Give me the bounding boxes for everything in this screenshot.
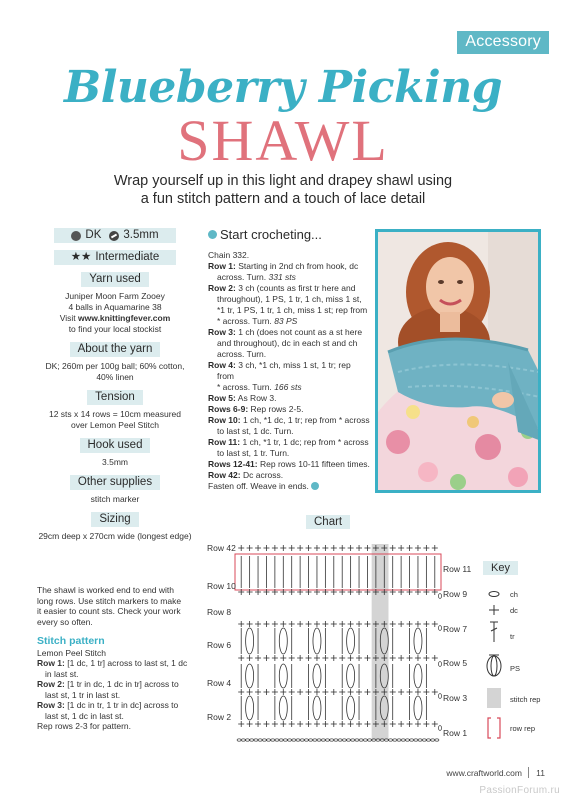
chain-instruction: Chain 332. (208, 250, 250, 260)
chain-mark (300, 739, 304, 741)
stitch-rep-swatch (487, 688, 501, 708)
ps-mark (279, 628, 287, 654)
instruction-row: Row 10: 1 ch, *1 dc, 1 tr; rep from * across to last st, 1 dc. Turn. (208, 415, 370, 436)
tension-section (30, 390, 200, 431)
chart-row-label-left: Row 2 (207, 712, 232, 722)
intro-line: every so often. (37, 616, 93, 627)
chain-symbol-icon (487, 590, 501, 598)
supplies-value: stitch marker (90, 494, 140, 504)
stitch-repeat: Rep rows 2-3 for pattern. (37, 721, 132, 731)
chain-mark (363, 739, 367, 741)
footer-divider (528, 767, 529, 778)
chain-mark (330, 739, 334, 741)
turning-chain-mark (438, 662, 441, 667)
puff-stitch-icon (485, 652, 503, 678)
key-item-label: row rep (510, 724, 536, 733)
hook-title: Hook used (80, 438, 151, 453)
supplies-section (30, 475, 200, 505)
chain-mark (283, 739, 287, 741)
ps-mark (414, 664, 422, 688)
chain-mark (321, 739, 325, 741)
yarn-used-section (30, 272, 200, 335)
instruction-row: Row 1: Starting in 2nd ch from hook, dc across. Turn. 331 sts (208, 261, 359, 282)
turning-chain-mark (438, 726, 441, 731)
tension-line: over Lemon Peel Stitch (71, 420, 159, 430)
chain-mark (397, 739, 401, 741)
stitch-row: Row 3: [1 dc in tr, 1 tr in dc] across to last st, 1 dc in last st. (37, 700, 179, 721)
yarn-hook-summary (54, 228, 176, 243)
stitch-name: Lemon Peel Stitch (37, 647, 106, 658)
chart-row-label-left: Row 8 (207, 607, 232, 617)
hook-section (30, 438, 200, 468)
chain-mark (275, 739, 279, 741)
stitch-row: Row 2: [1 tr in dc, 1 dc in tr] across to last st, 1 tr in last st. (37, 679, 179, 700)
chain-mark (401, 739, 405, 741)
materials-column (30, 228, 200, 542)
chain-mark (342, 739, 346, 741)
about-yarn-line: 40% linen (96, 372, 134, 382)
instruction-list (208, 261, 370, 481)
ps-mark (246, 628, 254, 654)
ps-mark (313, 664, 321, 688)
chain-mark (418, 739, 422, 741)
key-title: Key (483, 561, 518, 575)
chart-row-label-right: Row 9 (443, 589, 468, 599)
instruction-row: Row 4: 3 ch, *1 ch, miss 1 st, 1 tr; rep from * across. Turn. 166 sts (208, 360, 351, 392)
chain-mark (241, 739, 245, 741)
skill-level (54, 250, 176, 265)
intro-line: it easier to count sts. Check your work (37, 606, 181, 616)
key-item-label: ch (510, 590, 518, 599)
chain-mark (288, 739, 292, 741)
chart-title: Chart (306, 515, 350, 529)
ps-mark (313, 696, 321, 720)
chain-mark (317, 739, 321, 741)
title-line-1: Blueberry Picking (64, 62, 502, 113)
chain-mark (351, 739, 355, 741)
chain-mark (250, 739, 254, 741)
instruction-row: Row 42: Dc across. (208, 470, 284, 480)
stitch-chart (207, 540, 443, 755)
hook-size: 3.5mm (123, 229, 159, 241)
ps-mark (313, 628, 321, 654)
model-photo-illustration (378, 232, 541, 493)
yarn-ball-icon (208, 230, 217, 239)
about-yarn-section (30, 342, 200, 383)
chain-mark (246, 739, 250, 741)
hook-icon (109, 231, 119, 241)
stitch-chart-grid (207, 540, 443, 750)
yarn-stockist-line: Visit www.knittingfever.com (59, 313, 171, 323)
chart-row-label-right: Row 3 (443, 693, 468, 703)
skill-stars: ★★ (70, 251, 92, 263)
chart-row-label-left: Row 4 (207, 678, 232, 688)
chain-mark (262, 739, 266, 741)
chart-row-label-left: Row 10 (207, 581, 236, 591)
ps-mark (347, 696, 355, 720)
row-rep-bracket-icon (486, 717, 502, 739)
ps-mark (414, 696, 422, 720)
chain-mark (414, 739, 418, 741)
tension-title: Tension (87, 390, 143, 405)
page-number: 11 (536, 768, 545, 778)
chain-mark (422, 739, 426, 741)
intro-line: long rows. Use stitch markers to make (37, 595, 182, 606)
instruction-row: Row 2: 3 ch (counts as first tr here and throughout), 1 PS, 1 tr, 1 ch, miss 1 st, *1 tr, 1 PS, 1 tr, 1 ch, miss 1 st; rep from * across. Turn. 83 PS (208, 283, 368, 326)
chain-mark (296, 739, 300, 741)
chain-mark (359, 739, 363, 741)
chain-mark (254, 739, 258, 741)
instruction-row: Row 5: As Row 3. (208, 393, 277, 403)
chart-row-label-right: Row 7 (443, 624, 468, 634)
chain-mark (426, 739, 430, 741)
chain-mark (271, 739, 275, 741)
chain-mark (325, 739, 329, 741)
ps-mark (347, 664, 355, 688)
chart-row-label-right: Row 5 (443, 658, 468, 668)
ps-mark (246, 664, 254, 688)
chain-mark (279, 739, 283, 741)
stitch-row: Row 1: [1 dc, 1 tr] across to last st, 1 dc in last st. (37, 658, 188, 679)
model-photo (375, 229, 541, 493)
instruction-row: Row 11: 1 ch, *1 tr, 1 dc; rep from * across to last st, 1 tr. Turn. (208, 437, 369, 458)
watermark: PassionForum.ru (479, 785, 560, 796)
subtitle-line-1: Wrap yourself up in this light and drapey shawl using (113, 173, 453, 189)
subtitle (90, 172, 476, 208)
end-ball-icon (311, 482, 319, 490)
category-tag: Accessory (457, 31, 549, 54)
stockist-link: www.knittingfever.com (78, 313, 171, 323)
key-item-label: dc (510, 606, 518, 615)
instruction-row: Rows 12-41: Rep rows 10-11 fifteen times. (208, 459, 370, 469)
supplies-title: Other supplies (70, 475, 160, 490)
intro-line: The shawl is worked end to end with (37, 585, 175, 595)
chain-mark (431, 739, 435, 741)
chain-mark (368, 739, 372, 741)
ps-mark (246, 696, 254, 720)
yarn-used-line: Juniper Moon Farm Zooey (65, 291, 165, 301)
chain-mark (258, 739, 262, 741)
chain-mark (309, 739, 313, 741)
instructions-heading: Start crocheting... (208, 229, 370, 240)
chain-mark (338, 739, 342, 741)
chain-mark (410, 739, 414, 741)
instruction-row: Rows 6-9: Rep rows 2-5. (208, 404, 304, 414)
about-yarn-line: DK; 260m per 100g ball; 60% cotton, (45, 361, 185, 371)
chain-mark (267, 739, 271, 741)
chain-mark (405, 739, 409, 741)
stitch-pattern-title: Stitch pattern (37, 635, 105, 647)
stitch-pattern-block (37, 585, 197, 732)
instructions-column (208, 229, 370, 492)
chain-mark (389, 739, 393, 741)
key-item-label: PS (510, 664, 521, 673)
chain-mark (334, 739, 338, 741)
yarn-weight: DK (85, 229, 102, 241)
chart-row-label-right: Row 11 (443, 564, 472, 574)
chain-mark (313, 739, 317, 741)
footer-url: www.craftworld.com (446, 768, 522, 778)
title-line-2: SHAWL (177, 108, 389, 173)
sizing-value: 29cm deep x 270cm wide (longest edge) (38, 531, 192, 541)
chart-row-label-right: Row 1 (443, 728, 468, 738)
dc-symbol-icon (487, 604, 501, 616)
ps-mark (279, 664, 287, 688)
key-item-label: stitch rep (510, 695, 541, 704)
about-yarn-title: About the yarn (70, 342, 161, 357)
ps-mark (414, 628, 422, 654)
tension-line: 12 sts x 14 rows = 10cm measured (48, 409, 182, 419)
chain-mark (355, 739, 359, 741)
instruction-row: Row 3: 1 ch (does not count as a st here and throughout), dc in each st and ch across. Turn. (208, 327, 363, 359)
chart-row-label-left: Row 6 (207, 640, 232, 650)
turning-chain-mark (438, 626, 441, 631)
chain-mark (393, 739, 397, 741)
tr-symbol-icon (487, 620, 501, 644)
yarn-used-line: 4 balls in Aquamarine 38 (68, 302, 162, 312)
chart-row-label-left: Row 42 (207, 543, 236, 553)
yarn-ball-icon (71, 231, 81, 241)
turning-chain-mark (438, 594, 441, 599)
sizing-title: Sizing (91, 512, 138, 527)
chain-mark (435, 739, 439, 741)
yarn-used-title: Yarn used (81, 272, 149, 287)
chain-mark (347, 739, 351, 741)
chain-mark (237, 739, 241, 741)
row-rep-bracket (235, 554, 441, 590)
chain-mark (304, 739, 308, 741)
hook-value: 3.5mm (102, 457, 128, 467)
fasten-off: Fasten off. Weave in ends. (208, 481, 370, 492)
sizing-section (30, 512, 200, 542)
key-item-label: tr (510, 632, 515, 641)
yarn-stockist-suffix: to find your local stockist (68, 324, 162, 334)
turning-chain-mark (438, 694, 441, 699)
ps-mark (279, 696, 287, 720)
subtitle-line-2: a fun stitch pattern and a touch of lace detail (140, 191, 426, 207)
skill-level-label: Intermediate (95, 251, 160, 263)
chain-mark (292, 739, 296, 741)
ps-mark (347, 628, 355, 654)
